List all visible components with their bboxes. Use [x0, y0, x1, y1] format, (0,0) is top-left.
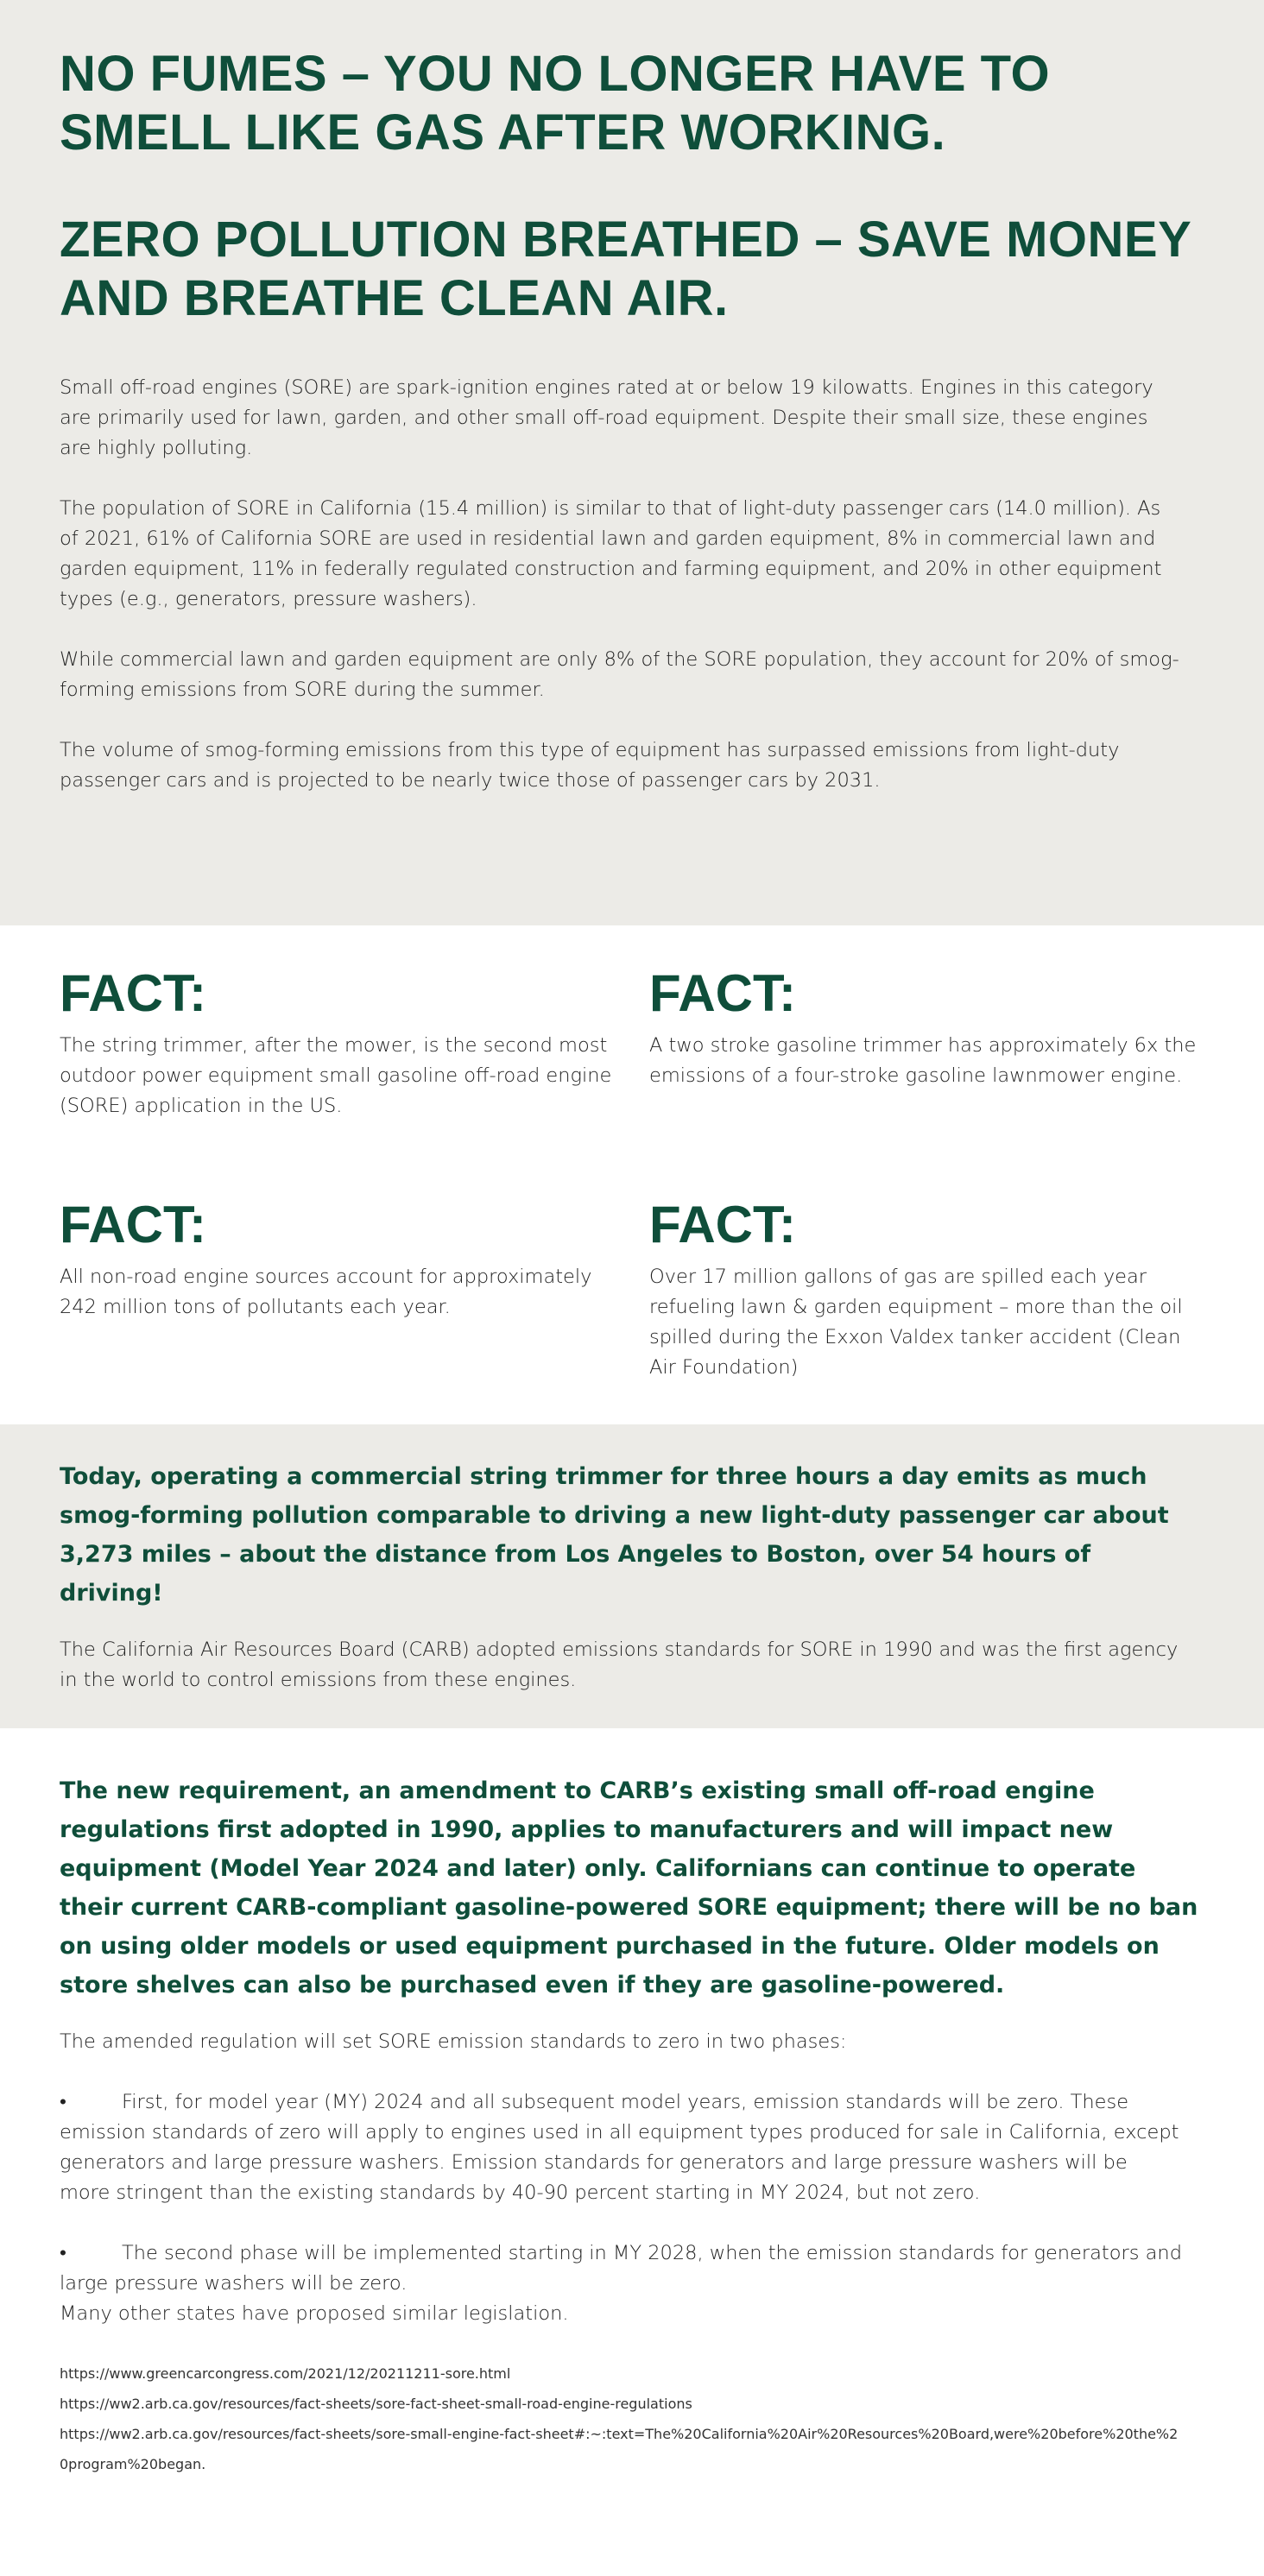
phases-intro: The amended regulation will set SORE emission standards to zero in two phases:	[60, 2030, 847, 2053]
paragraph-emissions-volume: The volume of smog-forming emissions from this type of equipment has surpassed emissions from light-duty passenger cars and is projected to be nearly twice those of passenger cars by 2031.	[60, 739, 1120, 792]
fact-title: FACT:	[60, 964, 206, 1022]
fact-body: Over 17 million gallons of gas are spilled each year refueling lawn & garden equipment – more than the oil spilled during the Exxon Valdex tanker accident (Clean Air Foundation)	[649, 1266, 1183, 1379]
fact-title: FACT:	[649, 964, 796, 1022]
headline-no-fumes: NO FUMES – YOU NO LONGER HAVE TO SMELL LIKE GAS AFTER WORKING.	[60, 46, 1051, 161]
facts-section	[0, 925, 1264, 1424]
other-states-note: Many other states have proposed similar legislation.	[60, 2302, 569, 2325]
string-trimmer-pollution-lead: Today, operating a commercial string trimmer for three hours a day emits as much smog-forming pollution comparable to driving a new light-duty passenger car about 3,273 miles – about the distance from Los Angeles to Boston, over 54 hours of driving!	[60, 1463, 1169, 1607]
fact-title: FACT:	[60, 1196, 206, 1253]
fact-body: All non-road engine sources account for approximately 242 million tons of pollutants each year.	[60, 1266, 592, 1318]
source-link[interactable]: https://www.greencarcongress.com/2021/12/20211211-sore.html	[60, 2365, 511, 2382]
bullet-marker: •	[60, 2242, 66, 2264]
headline-zero-pollution: ZERO POLLUTION BREATHED – SAVE MONEY AND BREATHE CLEAN AIR.	[60, 212, 1191, 326]
paragraph-sore-population: The population of SORE in California (15.4 million) is similar to that of light-duty passenger cars (14.0 million). As of 2021, 61% of California SORE are used in residential lawn and garden equipment, 8% in commercial lawn and garden equipment, 11% in federally regulated construction and farming equipment, and 20% in other equipment types (e.g., generators, pressure washers).	[60, 497, 1162, 610]
hero-paragraphs	[60, 373, 1204, 796]
phase-two-bullet	[60, 2238, 1182, 2299]
fact-body: A two stroke gasoline trimmer has approximately 6x the emissions of a four-stroke gasoline lawnmower engine.	[649, 1034, 1197, 1087]
hero-section	[0, 0, 1264, 925]
new-requirement-lead: The new requirement, an amendment to CARB’s existing small off-road engine regulations first adopted in 1990, applies to manufacturers and will impact new equipment (Model Year 2024 and later) only. Californians can continue to operate their current CARB-compliant gasoline-powered SORE equipment; there will be no ban on using older models or used equipment purchased in the future. Older models on store shelves can also be purchased even if they are gasoline-powered.	[60, 1777, 1198, 1998]
requirement-section	[0, 1728, 1264, 2576]
paragraph-sore-definition: Small off-road engines (SORE) are spark-ignition engines rated at or below 19 kilowatts. Engines in this category are primarily used for lawn, garden, and other small off-road equipment. Despite their small size, these engines are highly polluting.	[60, 376, 1153, 459]
source-links	[60, 2358, 1204, 2479]
phase-two-text: The second phase will be implemented starting in MY 2028, when the emission standards for generators and large pressure washers will be zero.	[60, 2242, 1182, 2295]
phase-one-text: First, for model year (MY) 2024 and all subsequent model years, emission standards will be zero. These emission standards of zero will apply to engines used in all equipment types produced for sale in California, except generators and large pressure washers. Emission standards for generators and large pressure washers will be more stringent than the existing standards by 40-90 percent starting in MY 2024, but not zero.	[60, 2091, 1179, 2204]
bullet-marker: •	[60, 2091, 66, 2113]
source-link[interactable]: https://ww2.arb.ca.gov/resources/fact-sheets/sore-fact-sheet-small-road-engine-regulations	[60, 2396, 692, 2412]
fact-title: FACT:	[649, 1196, 796, 1253]
today-section	[0, 1424, 1264, 1728]
source-link[interactable]: https://ww2.arb.ca.gov/resources/fact-sheets/sore-small-engine-fact-sheet#:~:text=The%20California%20Air%20Resources%20Board,were%20before%20the%20program%20began.	[60, 2426, 1179, 2472]
paragraph-commercial-share: While commercial lawn and garden equipment are only 8% of the SORE population, they account for 20% of smog-forming emissions from SORE during the summer.	[60, 648, 1179, 701]
fact-card	[60, 963, 612, 1121]
carb-history-paragraph: The California Air Resources Board (CARB) adopted emissions standards for SORE in 1990 and was the first agency in the world to control emissions from these engines.	[60, 1638, 1179, 1691]
fact-card	[60, 1195, 612, 1323]
fact-card	[649, 963, 1202, 1091]
fact-body: The string trimmer, after the mower, is the second most outdoor power equipment small gasoline off-road engine (SORE) application in the US.	[60, 1034, 612, 1117]
fact-card	[649, 1195, 1202, 1383]
phase-one-bullet	[60, 2087, 1182, 2208]
